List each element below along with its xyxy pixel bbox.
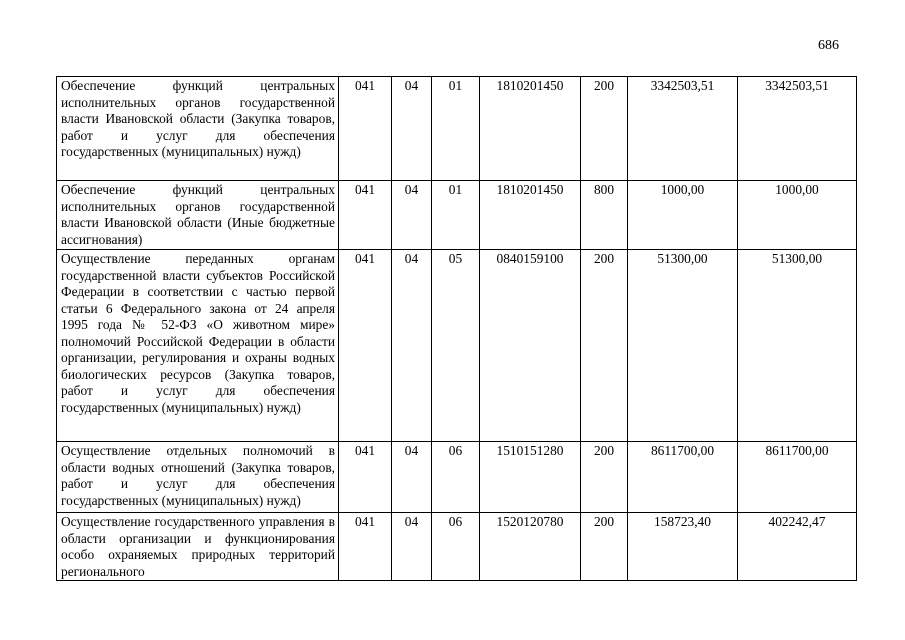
row-description: Осуществление отдельных полномочий в области водных отношений (Закупка товаров, работ и услуг для обеспечения государственных (муниципальных) нужд) xyxy=(57,442,339,513)
expense-type-code: 200 xyxy=(581,513,628,581)
amount-year-1: 8611700,00 xyxy=(628,442,738,513)
table-row xyxy=(57,77,857,181)
amount-year-2: 402242,47 xyxy=(738,513,857,581)
ministry-code: 041 xyxy=(339,250,392,442)
target-article-code: 1810201450 xyxy=(480,77,581,181)
amount-year-1: 158723,40 xyxy=(628,513,738,581)
target-article-code: 1810201450 xyxy=(480,181,581,250)
subsection-code: 01 xyxy=(432,77,480,181)
table-row xyxy=(57,513,857,581)
amount-year-2: 1000,00 xyxy=(738,181,857,250)
section-code: 04 xyxy=(392,77,432,181)
budget-table xyxy=(56,76,857,581)
page-number: 686 xyxy=(818,38,839,53)
section-code: 04 xyxy=(392,513,432,581)
amount-year-2: 51300,00 xyxy=(738,250,857,442)
target-article-code: 0840159100 xyxy=(480,250,581,442)
row-description: Осуществление государственного управления в области организации и функционирования особо охраняемых природных территорий регионального xyxy=(57,513,339,581)
row-description: Осуществление переданных органам государственной власти субъектов Российской Федерации в соответствии с частью первой статьи 6 Федерального закона от 24 апреля 1995 года № 52-ФЗ «О животном мире» полномочий Российской Федерации в области организации, регулирования и охраны водных биологических ресурсов (Закупка товаров, работ и услуг для обеспечения государственных (муниципальных) нужд) xyxy=(57,250,339,442)
target-article-code: 1510151280 xyxy=(480,442,581,513)
ministry-code: 041 xyxy=(339,442,392,513)
subsection-code: 06 xyxy=(432,513,480,581)
expense-type-code: 200 xyxy=(581,77,628,181)
row-description: Обеспечение функций центральных исполнительных органов государственной власти Ивановской области (Закупка товаров, работ и услуг для обеспечения государственных (муниципальных) нужд) xyxy=(57,77,339,181)
table-row xyxy=(57,181,857,250)
amount-year-2: 3342503,51 xyxy=(738,77,857,181)
target-article-code: 1520120780 xyxy=(480,513,581,581)
section-code: 04 xyxy=(392,250,432,442)
subsection-code: 01 xyxy=(432,181,480,250)
amount-year-1: 51300,00 xyxy=(628,250,738,442)
ministry-code: 041 xyxy=(339,77,392,181)
ministry-code: 041 xyxy=(339,181,392,250)
ministry-code: 041 xyxy=(339,513,392,581)
section-code: 04 xyxy=(392,181,432,250)
table-row xyxy=(57,442,857,513)
expense-type-code: 200 xyxy=(581,250,628,442)
expense-type-code: 800 xyxy=(581,181,628,250)
subsection-code: 06 xyxy=(432,442,480,513)
expense-type-code: 200 xyxy=(581,442,628,513)
subsection-code: 05 xyxy=(432,250,480,442)
row-description: Обеспечение функций центральных исполнительных органов государственной власти Ивановской области (Иные бюджетные ассигнования) xyxy=(57,181,339,250)
table-row xyxy=(57,250,857,442)
section-code: 04 xyxy=(392,442,432,513)
amount-year-2: 8611700,00 xyxy=(738,442,857,513)
amount-year-1: 3342503,51 xyxy=(628,77,738,181)
amount-year-1: 1000,00 xyxy=(628,181,738,250)
